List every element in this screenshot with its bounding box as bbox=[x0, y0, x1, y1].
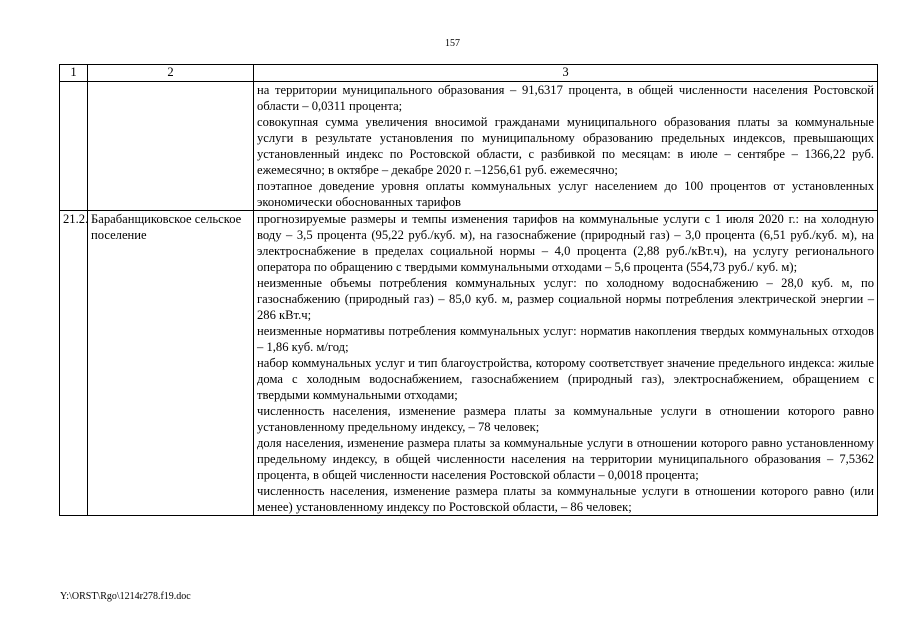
paragraph: неизменные объемы потребления коммунальных услуг: по холодному водоснабжению – 28,0 куб. м, по газоснабжению (природный газ) – 85,0 куб. м, размер социальной нормы потребления электрической энергии – 286 кВт.ч; bbox=[257, 276, 874, 322]
paragraph: доля населения, изменение размера платы за коммунальные услуги в отношении которого равно установленному предельному индексу, в общей численности населения на территории муниципального образования – 7,5362 процента, в общей численности населения Ростовской области – 0,0018 процента; bbox=[257, 436, 874, 482]
paragraph: неизменные нормативы потребления коммунальных услуг: норматив накопления твердых коммунальных отходов – 1,86 куб. м/год; bbox=[257, 324, 874, 354]
row-name-cell bbox=[88, 82, 254, 211]
row-number-cell: 21.2. bbox=[60, 211, 88, 516]
column-header-1: 1 bbox=[60, 65, 88, 82]
table-header-row bbox=[60, 65, 878, 82]
row-text-cell bbox=[254, 211, 878, 516]
table-row bbox=[60, 211, 878, 516]
file-path-footer: Y:\ORST\Rgo\1214r278.f19.doc bbox=[60, 591, 191, 602]
paragraph: численность населения, изменение размера платы за коммунальные услуги в отношении которого равно (или менее) установленному индексу по Ростовской области, – 86 человек; bbox=[257, 484, 874, 514]
row-name-cell: Барабанщиковское сельское поселение bbox=[88, 211, 254, 516]
column-header-3: 3 bbox=[254, 65, 878, 82]
page-number: 157 bbox=[445, 38, 460, 49]
paragraph: поэтапное доведение уровня оплаты коммунальных услуг населением до 100 процентов от установленных экономически обоснованных тарифов bbox=[257, 179, 874, 209]
row-number-cell bbox=[60, 82, 88, 211]
table-row bbox=[60, 82, 878, 211]
paragraph: численность населения, изменение размера платы за коммунальные услуги в отношении которого равно установленному предельному индексу, – 78 человек; bbox=[257, 404, 874, 434]
row-text-cell bbox=[254, 82, 878, 211]
paragraph: на территории муниципального образования – 91,6317 процента, в общей численности населения Ростовской области – 0,0311 процента; bbox=[257, 83, 874, 113]
document-table bbox=[59, 64, 878, 516]
paragraph: набор коммунальных услуг и тип благоустройства, которому соответствует значение предельного индекса: жилые дома с холодным водоснабжением, газоснабжением (природный газ), электроснабжением, обращением с твердыми коммунальными отходами; bbox=[257, 356, 874, 402]
column-header-2: 2 bbox=[88, 65, 254, 82]
paragraph: совокупная сумма увеличения вносимой гражданами муниципального образования платы за коммунальные услуги в результате установления по муниципальному образованию предельных индексов, превышающих установленный индекс по Ростовской области, с разбивкой по месяцам: в июле – сентябре – 1366,22 руб. ежемесячно; в октябре – декабре 2020 г. –1256,61 руб. ежемесячно; bbox=[257, 115, 874, 177]
paragraph: прогнозируемые размеры и темпы изменения тарифов на коммунальные услуги с 1 июля 2020 г.: на холодную воду – 3,5 процента (95,22 руб./куб. м), на газоснабжение (природный газ) – 3,0 процента (6,51 руб./куб. м), на электроснабжение в пределах социальной нормы – 4,0 процента (2,88 руб./кВт.ч), на услугу регионального оператора по обращению с твердыми коммунальными отходами – 5,6 процента (554,73 руб./ куб. м); bbox=[257, 212, 874, 274]
